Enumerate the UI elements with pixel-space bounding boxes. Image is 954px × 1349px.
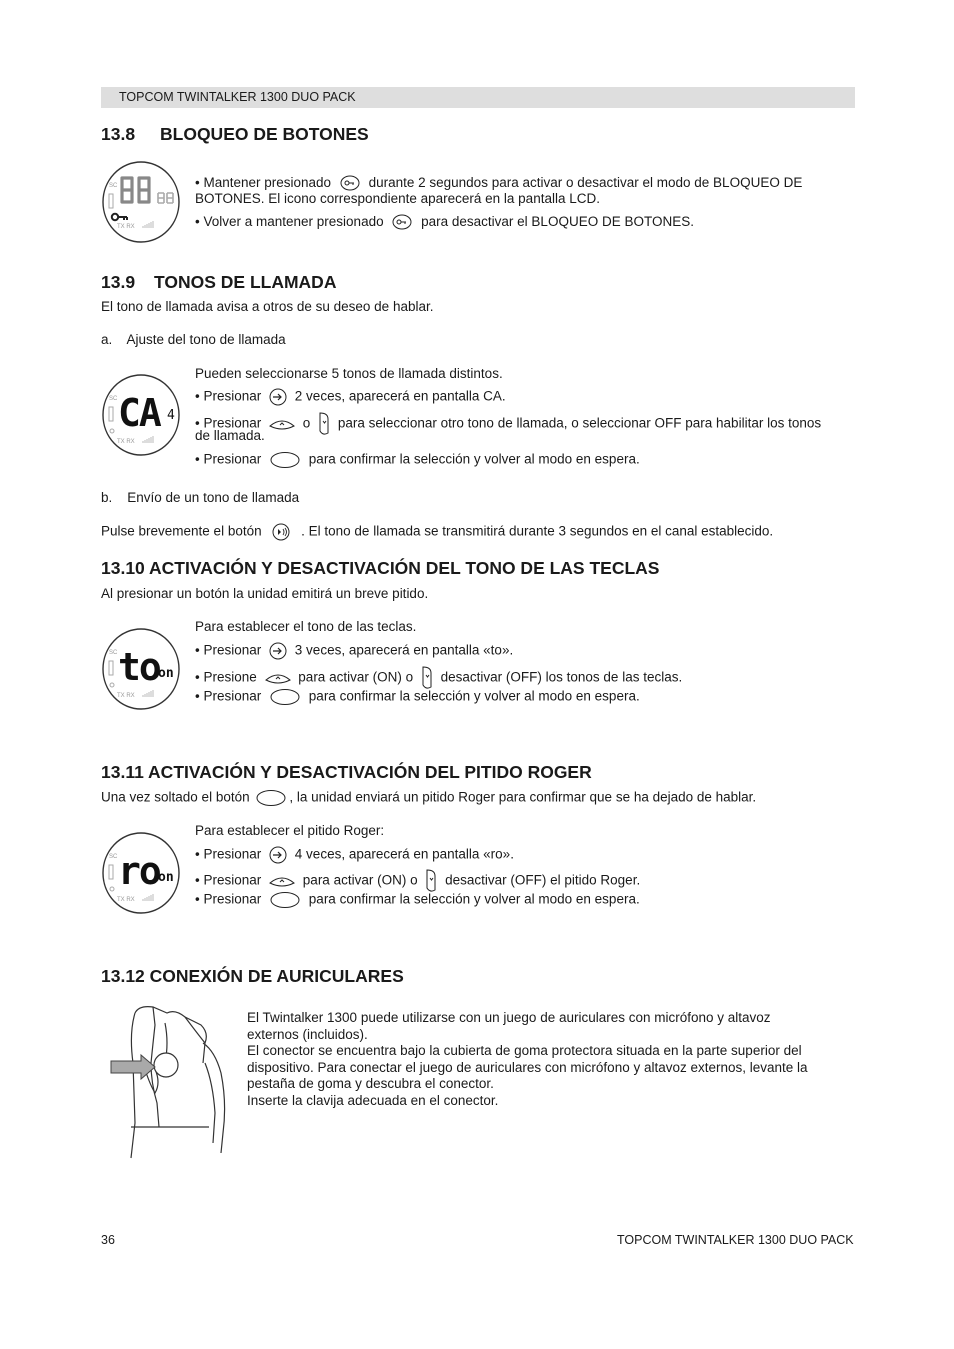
lcd-sc-label: SC (109, 396, 118, 402)
ptt-button-icon (269, 688, 301, 706)
lcd-txrx-label: TX RX (117, 897, 135, 903)
footer-title: TOPCOM TWINTALKER 1300 DUO PACK (617, 1233, 854, 1247)
lcd-side-text: 4 (167, 408, 175, 423)
lcd-main-text: ro (118, 849, 160, 893)
s139-pulse: Pulse brevemente el botón . El tono de llamada se transmitirá durante 3 segundos en el canal establecido. (101, 523, 773, 541)
up-button-icon (264, 670, 292, 686)
lcd-side-text: on (158, 666, 174, 681)
lock-key-button-icon (391, 214, 413, 230)
s139-para: Pueden seleccionarse 5 tonos de llamada distintos. (195, 366, 503, 381)
s139-bullet-2: • Presionar o para seleccionar otro tono de llamada, o seleccionar OFF para habilitar los tonos (195, 411, 821, 437)
lcd-main-text: CA (118, 391, 160, 435)
s138-bullet-1: • Mantener presionado durante 2 segundos para activar o desactivar el modo de BLOQUEO DE (195, 175, 803, 190)
s138-bullet-1-cont: BOTONES. El icono correspondiente aparecerá en la pantalla LCD. (195, 191, 600, 206)
menu-button-icon (268, 388, 288, 406)
s139-intro: El tono de llamada avisa a otros de su deseo de hablar. (101, 299, 434, 314)
s139-sub-b: b. Envío de un tono de llamada (101, 490, 300, 505)
section-13-9-heading: 13.9 TONOS DE LLAMADA (101, 272, 337, 292)
header-title: TOPCOM TWINTALKER 1300 DUO PACK (119, 90, 356, 104)
lcd-sc-label: SC (109, 854, 118, 860)
ptt-button-icon (255, 789, 287, 807)
up-button-icon (268, 416, 296, 432)
s1311-intro: Una vez soltado el botón , la unidad enviará un pitido Roger para confirmar que se ha dejado de hablar. (101, 789, 756, 807)
section-13-12-heading: 13.12 CONEXIÓN DE AURICULARES (101, 966, 404, 986)
connector-circle (154, 1053, 178, 1077)
s1310-bullet-1: • Presionar 3 veces, aparecerá en pantalla «to». (195, 642, 513, 660)
lcd-main-text: to (118, 645, 160, 689)
ptt-button-icon (269, 891, 301, 909)
section-13-8-heading: 13.8 BLOQUEO DE BOTONES (101, 124, 369, 144)
s1310-intro: Al presionar un botón la unidad emitirá un breve pitido. (101, 586, 429, 601)
lcd-txrx-label: TX RX (117, 224, 135, 230)
lcd-sc-label: SC (109, 650, 118, 656)
s1312-line-1: El Twintalker 1300 puede utilizarse con un juego de auriculares con micrófono y altavoz (247, 1010, 771, 1025)
section-13-11-heading: 13.11 ACTIVACIÓN Y DESACTIVACIÓN DEL PITIDO ROGER (101, 762, 592, 782)
s1311-para: Para establecer el pitido Roger: (195, 823, 385, 838)
s138-bullet-2: • Volver a mantener presionado para desactivar el BLOQUEO DE BOTONES. (195, 214, 694, 229)
s1312-line-2: externos (incluidos). (247, 1027, 368, 1042)
s139-bullet-3: • Presionar para confirmar la selección y volver al modo en espera. (195, 451, 640, 469)
headset-connector-illustration (105, 1003, 235, 1163)
lcd-txrx-label: TX RX (117, 439, 135, 445)
menu-button-icon (268, 642, 288, 660)
up-button-icon (268, 873, 296, 889)
lcd-sc-label: SC (109, 183, 118, 189)
ptt-button-icon (269, 451, 301, 469)
lcd-side-text: on (158, 870, 174, 885)
lcd-txrx-label: TX RX (117, 693, 135, 699)
lcd-display-lock (101, 160, 181, 244)
s1311-bullet-2: • Presionar para activar (ON) o desactivar (OFF) el pitido Roger. (195, 868, 640, 894)
lock-key-button-icon (339, 175, 361, 191)
lcd-display-to (101, 627, 181, 711)
lcd-display-ca (101, 373, 181, 457)
s1310-para: Para establecer el tono de las teclas. (195, 619, 417, 634)
menu-button-icon (268, 846, 288, 864)
down-button-icon (317, 411, 331, 437)
lcd-display-ro (101, 831, 181, 915)
section-13-10-heading: 13.10 ACTIVACIÓN Y DESACTIVACIÓN DEL TONO DE LAS TECLAS (101, 558, 660, 578)
s1310-bullet-2: • Presione para activar (ON) o desactivar (OFF) los tonos de las teclas. (195, 665, 682, 691)
s139-bullet-1: • Presionar 2 veces, aparecerá en pantalla CA. (195, 388, 506, 406)
page-number: 36 (101, 1233, 115, 1247)
s1312-line-5: pestaña de goma y descubra el conector. (247, 1076, 494, 1091)
s1311-bullet-1: • Presionar 4 veces, aparecerá en pantalla «ro». (195, 846, 514, 864)
s1310-bullet-3: • Presionar para confirmar la selección y volver al modo en espera. (195, 688, 640, 706)
call-button-icon (270, 523, 292, 541)
running-header (101, 87, 855, 108)
s1311-bullet-3: • Presionar para confirmar la selección y volver al modo en espera. (195, 891, 640, 909)
s139-sub-a: a. Ajuste del tono de llamada (101, 332, 286, 347)
s1312-line-3: El conector se encuentra bajo la cubierta de goma protectora situada en la parte superior del (247, 1043, 802, 1058)
s1312-line-4: dispositivo. Para conectar el juego de auriculares con micrófono y altavoz externos, levante la (247, 1060, 808, 1075)
s1312-line-6: Inserte la clavija adecuada en el conector. (247, 1093, 499, 1108)
s139-bullet-2-cont: de llamada. (195, 428, 265, 443)
